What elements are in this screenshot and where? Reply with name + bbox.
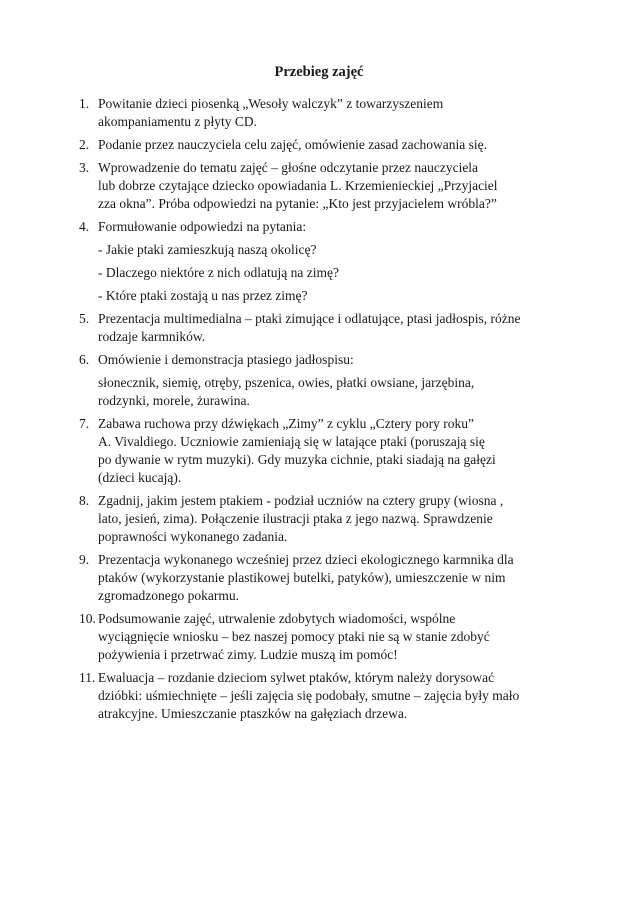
item-number: 9. xyxy=(79,552,90,567)
item-text-line: Zgadnij, jakim jestem ptakiem - podział uczniów na cztery grupy (wiosna , xyxy=(98,493,504,508)
item-sub-line: słonecznik, siemię, otręby, pszenica, owies, płatki owsiane, jarzębina, xyxy=(98,375,475,390)
item-number: 11. xyxy=(79,670,96,685)
item-sub-line: rodzynki, morele, żurawina. xyxy=(98,393,250,408)
item-text-line: A. Vivaldiego. Uczniowie zamieniają się w latające ptaki (poruszają się xyxy=(98,434,485,449)
list-item xyxy=(79,95,579,131)
list-item xyxy=(79,610,579,664)
item-number: 1. xyxy=(79,96,90,111)
list-item xyxy=(79,136,579,154)
item-sub-line: - Jakie ptaki zamieszkują naszą okolicę? xyxy=(98,242,317,257)
item-text-line: lub dobrze czytające dziecko opowiadania L. Krzemienieckiej „Przyjaciel xyxy=(98,178,498,193)
item-text-line: Podanie przez nauczyciela celu zajęć, omówienie zasad zachowania się. xyxy=(98,137,488,152)
item-number: 4. xyxy=(79,219,90,234)
item-sub-line: - Które ptaki zostają u nas przez zimę? xyxy=(98,288,308,303)
item-number: 3. xyxy=(79,160,90,175)
item-text-line: Ewaluacja – rozdanie dzieciom sylwet ptaków, którym należy dorysować xyxy=(98,670,495,685)
item-text-line: akompaniamentu z płyty CD. xyxy=(98,114,257,129)
item-text-line: zza okna”. Próba odpowiedzi na pytanie: „Kto jest przyjacielem wróbla?” xyxy=(98,196,497,211)
item-text-line: Zabawa ruchowa przy dźwiękach „Zimy” z cyklu „Cztery pory roku” xyxy=(98,416,474,431)
item-text-line: dzióbki: uśmiechnięte – jeśli zajęcia się podobały, smutne – zajęcia były mało xyxy=(98,688,520,703)
item-text-line: lato, jesień, zima). Połączenie ilustracji ptaka z jego nazwą. Sprawdzenie xyxy=(98,511,493,526)
list-item xyxy=(79,492,579,546)
item-text-line: Prezentacja multimedialna – ptaki zimujące i odlatujące, ptasi jadłospis, różne xyxy=(98,311,521,326)
item-text-line: (dzieci kucają). xyxy=(98,470,182,485)
item-sub-line: - Dlaczego niektóre z nich odlatują na zimę? xyxy=(98,265,340,280)
item-text-line: Formułowanie odpowiedzi na pytania: xyxy=(98,219,307,234)
item-text-line: po dywanie w rytm muzyki). Gdy muzyka cichnie, ptaki siadają na gałęzi xyxy=(98,452,496,467)
list-item xyxy=(79,415,579,487)
item-text-line: pożywienia i przetrwać zimy. Ludzie muszą im pomóc! xyxy=(98,647,398,662)
list-item xyxy=(79,551,579,605)
list-item xyxy=(79,669,579,723)
item-text-line: atrakcyjne. Umieszczanie ptaszków na gałęziach drzewa. xyxy=(98,706,408,721)
list-item xyxy=(79,218,579,305)
list-item xyxy=(79,310,579,346)
item-text-line: ptaków (wykorzystanie plastikowej butelki, patyków), umieszczenie w nim xyxy=(98,570,506,585)
item-text-line: Podsumowanie zajęć, utrwalenie zdobytych wiadomości, wspólne xyxy=(98,611,456,626)
list-item xyxy=(79,159,579,213)
item-number: 6. xyxy=(79,352,90,367)
list-item xyxy=(79,351,579,410)
item-number: 2. xyxy=(79,137,90,152)
item-text-line: Wprowadzenie do tematu zajęć – głośne odczytanie przez nauczyciela xyxy=(98,160,479,175)
lesson-steps-list xyxy=(79,95,579,728)
item-number: 10. xyxy=(79,611,96,626)
item-text-line: poprawności wykonanego zadania. xyxy=(98,529,288,544)
item-text-line: wyciągnięcie wniosku – bez naszej pomocy ptaki nie są w stanie zdobyć xyxy=(98,629,490,644)
page-title: Przebieg zajęć xyxy=(274,64,364,80)
item-number: 8. xyxy=(79,493,90,508)
item-number: 5. xyxy=(79,311,90,326)
item-number: 7. xyxy=(79,416,90,431)
item-text-line: Omówienie i demonstracja ptasiego jadłospisu: xyxy=(98,352,354,367)
item-text-line: Powitanie dzieci piosenką „Wesoły walczyk” z towarzyszeniem xyxy=(98,96,444,111)
item-text-line: rodzaje karmników. xyxy=(98,329,206,344)
item-text-line: zgromadzonego pokarmu. xyxy=(98,588,239,603)
item-text-line: Prezentacja wykonanego wcześniej przez dzieci ekologicznego karmnika dla xyxy=(98,552,514,567)
